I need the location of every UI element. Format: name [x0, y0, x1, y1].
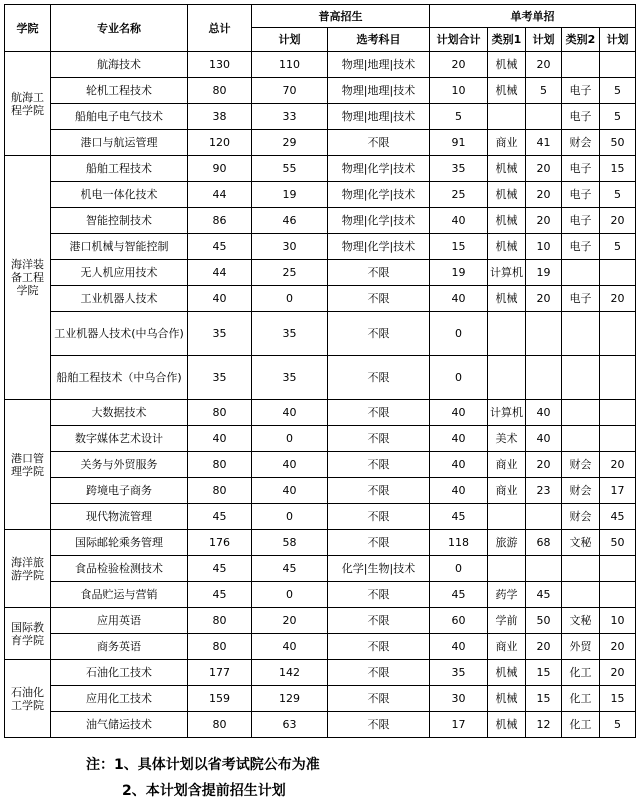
- total-cell: 45: [188, 556, 252, 582]
- cat1-cell: [488, 504, 526, 530]
- total-cell: 80: [188, 452, 252, 478]
- subjects-cell: 物理|化学|技术: [328, 208, 430, 234]
- plan1-cell: 41: [526, 130, 562, 156]
- major-cell: 船舶电子电气技术: [51, 104, 188, 130]
- college-name-line: 工学院: [11, 698, 44, 712]
- cat1-cell: 机械: [488, 234, 526, 260]
- total-cell: 45: [188, 582, 252, 608]
- single-total-cell: 35: [430, 660, 488, 686]
- major-cell: 应用英语: [51, 608, 188, 634]
- single-total-cell: 40: [430, 452, 488, 478]
- plan1-cell: 20: [526, 52, 562, 78]
- college-cell: [5, 52, 51, 156]
- cat2-cell: 电子: [562, 156, 600, 182]
- cat1-cell: 旅游: [488, 530, 526, 556]
- general-plan-cell: 110: [252, 52, 328, 78]
- major-cell: 国际邮轮乘务管理: [51, 530, 188, 556]
- table-row: [5, 400, 636, 426]
- cat2-cell: [562, 400, 600, 426]
- plan2-cell: 20: [600, 208, 636, 234]
- total-cell: 177: [188, 660, 252, 686]
- cat1-cell: [488, 356, 526, 400]
- general-plan-cell: 35: [252, 312, 328, 356]
- college-cell: [5, 400, 51, 530]
- general-plan-cell: 40: [252, 452, 328, 478]
- header-total: 总计: [188, 5, 252, 52]
- plan2-cell: 20: [600, 660, 636, 686]
- plan2-cell: 20: [600, 286, 636, 312]
- total-cell: 40: [188, 286, 252, 312]
- plan2-cell: 20: [600, 634, 636, 660]
- subjects-cell: 不限: [328, 608, 430, 634]
- cat1-cell: 美术: [488, 426, 526, 452]
- general-plan-cell: 40: [252, 634, 328, 660]
- cat1-cell: [488, 104, 526, 130]
- cat2-cell: 外贸: [562, 634, 600, 660]
- total-cell: 40: [188, 426, 252, 452]
- major-cell: 石油化工技术: [51, 660, 188, 686]
- cat2-cell: [562, 356, 600, 400]
- major-cell: 船舶工程技术（中乌合作): [51, 356, 188, 400]
- college-name-line: 海洋旅: [11, 555, 44, 569]
- single-total-cell: 40: [430, 426, 488, 452]
- plan2-cell: [600, 356, 636, 400]
- general-plan-cell: 30: [252, 234, 328, 260]
- subjects-cell: 不限: [328, 286, 430, 312]
- plan1-cell: 40: [526, 426, 562, 452]
- subjects-cell: 不限: [328, 260, 430, 286]
- plan1-cell: 15: [526, 660, 562, 686]
- major-cell: 跨境电子商务: [51, 478, 188, 504]
- cat1-cell: 机械: [488, 156, 526, 182]
- major-cell: 工业机器人技术: [51, 286, 188, 312]
- cat1-cell: 机械: [488, 78, 526, 104]
- cat2-cell: 化工: [562, 712, 600, 738]
- plan1-cell: 45: [526, 582, 562, 608]
- total-cell: 90: [188, 156, 252, 182]
- college-cell: [5, 660, 51, 738]
- plan2-cell: 17: [600, 478, 636, 504]
- general-plan-cell: 55: [252, 156, 328, 182]
- cat2-cell: 财会: [562, 478, 600, 504]
- plan2-cell: 5: [600, 712, 636, 738]
- plan1-cell: 20: [526, 182, 562, 208]
- table-row: [5, 260, 636, 286]
- subjects-cell: 物理|化学|技术: [328, 234, 430, 260]
- plan2-cell: [600, 556, 636, 582]
- table-row: [5, 634, 636, 660]
- header-general-subjects: 选考科目: [328, 28, 430, 52]
- table-row: [5, 52, 636, 78]
- notes: [86, 752, 320, 804]
- plan1-cell: 12: [526, 712, 562, 738]
- major-cell: 航海技术: [51, 52, 188, 78]
- plan1-cell: 40: [526, 400, 562, 426]
- single-total-cell: 40: [430, 634, 488, 660]
- plan2-cell: 5: [600, 182, 636, 208]
- general-plan-cell: 35: [252, 356, 328, 400]
- cat2-cell: 电子: [562, 234, 600, 260]
- major-cell: 现代物流管理: [51, 504, 188, 530]
- college-name-line: 备工程: [11, 271, 44, 284]
- single-total-cell: 19: [430, 260, 488, 286]
- cat2-cell: 文秘: [562, 608, 600, 634]
- single-total-cell: 40: [430, 400, 488, 426]
- cat1-cell: 商业: [488, 478, 526, 504]
- subjects-cell: 物理|地理|技术: [328, 78, 430, 104]
- major-cell: 轮机工程技术: [51, 78, 188, 104]
- general-plan-cell: 46: [252, 208, 328, 234]
- subjects-cell: 不限: [328, 426, 430, 452]
- cat2-cell: 电子: [562, 208, 600, 234]
- total-cell: 80: [188, 400, 252, 426]
- general-plan-cell: 40: [252, 478, 328, 504]
- total-cell: 80: [188, 478, 252, 504]
- subjects-cell: 不限: [328, 686, 430, 712]
- cat1-cell: 计算机: [488, 400, 526, 426]
- plan1-cell: [526, 104, 562, 130]
- college-name-line: 航海工: [11, 90, 44, 104]
- major-cell: 机电一体化技术: [51, 182, 188, 208]
- major-cell: 大数据技术: [51, 400, 188, 426]
- cat2-cell: 财会: [562, 504, 600, 530]
- subjects-cell: 不限: [328, 478, 430, 504]
- major-cell: 食品检验检测技术: [51, 556, 188, 582]
- plan1-cell: 19: [526, 260, 562, 286]
- cat1-cell: [488, 312, 526, 356]
- plan1-cell: [526, 356, 562, 400]
- college-name-line: 游学院: [11, 568, 44, 582]
- single-total-cell: 60: [430, 608, 488, 634]
- cat2-cell: 化工: [562, 660, 600, 686]
- cat1-cell: 机械: [488, 686, 526, 712]
- table-row: [5, 234, 636, 260]
- subjects-cell: 不限: [328, 712, 430, 738]
- total-cell: 130: [188, 52, 252, 78]
- major-cell: 数字媒体艺术设计: [51, 426, 188, 452]
- total-cell: 35: [188, 356, 252, 400]
- general-plan-cell: 142: [252, 660, 328, 686]
- cat1-cell: 机械: [488, 182, 526, 208]
- college-name-line: 学院: [16, 284, 39, 297]
- total-cell: 86: [188, 208, 252, 234]
- plan1-cell: 50: [526, 608, 562, 634]
- single-total-cell: 17: [430, 712, 488, 738]
- header-general-plan: 计划: [252, 28, 328, 52]
- cat1-cell: 商业: [488, 634, 526, 660]
- plan1-cell: 20: [526, 286, 562, 312]
- major-cell: 无人机应用技术: [51, 260, 188, 286]
- cat1-cell: 机械: [488, 52, 526, 78]
- header-plan2: 计划: [600, 28, 636, 52]
- general-plan-cell: 25: [252, 260, 328, 286]
- plan2-cell: 50: [600, 530, 636, 556]
- plan2-cell: 15: [600, 156, 636, 182]
- general-plan-cell: 33: [252, 104, 328, 130]
- cat2-cell: [562, 260, 600, 286]
- single-total-cell: 0: [430, 356, 488, 400]
- cat2-cell: [562, 52, 600, 78]
- total-cell: 45: [188, 234, 252, 260]
- plan1-cell: 5: [526, 78, 562, 104]
- plan2-cell: 20: [600, 452, 636, 478]
- cat2-cell: 电子: [562, 104, 600, 130]
- total-cell: 80: [188, 712, 252, 738]
- cat2-cell: [562, 556, 600, 582]
- single-total-cell: 20: [430, 52, 488, 78]
- single-total-cell: 15: [430, 234, 488, 260]
- note-line-2: 2、本计划含提前招生计划: [122, 783, 286, 799]
- total-cell: 44: [188, 260, 252, 286]
- total-cell: 80: [188, 608, 252, 634]
- single-total-cell: 45: [430, 504, 488, 530]
- plan2-cell: [600, 400, 636, 426]
- header-single-group: 单考单招: [430, 5, 636, 28]
- plan1-cell: 20: [526, 156, 562, 182]
- table-row: [5, 312, 636, 356]
- major-cell: 工业机器人技术(中乌合作): [51, 312, 188, 356]
- major-cell: 关务与外贸服务: [51, 452, 188, 478]
- major-cell: 油气储运技术: [51, 712, 188, 738]
- note-line-1: 注：1、具体计划以省考试院公布为准: [86, 757, 320, 773]
- college-cell: [5, 530, 51, 608]
- college-name-line: 港口管: [11, 451, 44, 465]
- general-plan-cell: 0: [252, 286, 328, 312]
- plan1-cell: 15: [526, 686, 562, 712]
- single-total-cell: 118: [430, 530, 488, 556]
- subjects-cell: 不限: [328, 504, 430, 530]
- subjects-cell: 不限: [328, 660, 430, 686]
- plan1-cell: [526, 556, 562, 582]
- table-row: [5, 356, 636, 400]
- header-college: 学院: [5, 5, 51, 52]
- table-row: [5, 582, 636, 608]
- subjects-cell: 化学|生物|技术: [328, 556, 430, 582]
- single-total-cell: 0: [430, 312, 488, 356]
- cat2-cell: 电子: [562, 78, 600, 104]
- header-general-group: 普高招生: [252, 5, 430, 28]
- total-cell: 44: [188, 182, 252, 208]
- cat1-cell: 机械: [488, 286, 526, 312]
- table-row: [5, 660, 636, 686]
- subjects-cell: 物理|化学|技术: [328, 156, 430, 182]
- general-plan-cell: 58: [252, 530, 328, 556]
- cat2-cell: 电子: [562, 286, 600, 312]
- general-plan-cell: 40: [252, 400, 328, 426]
- plan2-cell: 10: [600, 608, 636, 634]
- table-row: [5, 182, 636, 208]
- college-name-line: 国际教: [11, 620, 44, 634]
- cat1-cell: 药学: [488, 582, 526, 608]
- header-major: 专业名称: [51, 5, 188, 52]
- plan1-cell: 20: [526, 634, 562, 660]
- subjects-cell: 不限: [328, 530, 430, 556]
- general-plan-cell: 129: [252, 686, 328, 712]
- college-name-line: 育学院: [11, 633, 44, 647]
- plan1-cell: 68: [526, 530, 562, 556]
- plan2-cell: [600, 52, 636, 78]
- major-cell: 食品贮运与营销: [51, 582, 188, 608]
- subjects-cell: 不限: [328, 356, 430, 400]
- general-plan-cell: 45: [252, 556, 328, 582]
- subjects-cell: 不限: [328, 452, 430, 478]
- plan1-cell: 20: [526, 452, 562, 478]
- general-plan-cell: 0: [252, 426, 328, 452]
- total-cell: 45: [188, 504, 252, 530]
- major-cell: 应用化工技术: [51, 686, 188, 712]
- table-row: [5, 504, 636, 530]
- major-cell: 港口与航运管理: [51, 130, 188, 156]
- general-plan-cell: 19: [252, 182, 328, 208]
- college-name-line: 程学院: [11, 103, 44, 117]
- plan2-cell: 15: [600, 686, 636, 712]
- total-cell: 35: [188, 312, 252, 356]
- table-row: [5, 712, 636, 738]
- subjects-cell: 不限: [328, 582, 430, 608]
- single-total-cell: 40: [430, 478, 488, 504]
- cat1-cell: 机械: [488, 660, 526, 686]
- header-cat1: 类别1: [488, 28, 526, 52]
- major-cell: 船舶工程技术: [51, 156, 188, 182]
- table-row: [5, 208, 636, 234]
- general-plan-cell: 70: [252, 78, 328, 104]
- college-name-line: 石油化: [11, 685, 44, 699]
- total-cell: 38: [188, 104, 252, 130]
- single-total-cell: 0: [430, 556, 488, 582]
- single-total-cell: 45: [430, 582, 488, 608]
- plan1-cell: 10: [526, 234, 562, 260]
- header-plan1: 计划: [526, 28, 562, 52]
- plan1-cell: 23: [526, 478, 562, 504]
- subjects-cell: 不限: [328, 312, 430, 356]
- cat1-cell: [488, 556, 526, 582]
- total-cell: 80: [188, 634, 252, 660]
- single-total-cell: 35: [430, 156, 488, 182]
- college-name-line: 海洋装: [11, 258, 44, 271]
- table-row: [5, 556, 636, 582]
- plan2-cell: [600, 312, 636, 356]
- plan2-cell: 5: [600, 78, 636, 104]
- table-row: [5, 426, 636, 452]
- table-body: [5, 52, 636, 738]
- table-row: [5, 286, 636, 312]
- subjects-cell: 不限: [328, 400, 430, 426]
- table-row: [5, 608, 636, 634]
- cat2-cell: [562, 426, 600, 452]
- cat2-cell: 电子: [562, 182, 600, 208]
- cat1-cell: 机械: [488, 208, 526, 234]
- plan2-cell: 5: [600, 234, 636, 260]
- subjects-cell: 物理|地理|技术: [328, 104, 430, 130]
- general-plan-cell: 0: [252, 582, 328, 608]
- major-cell: 港口机械与智能控制: [51, 234, 188, 260]
- cat1-cell: 计算机: [488, 260, 526, 286]
- total-cell: 176: [188, 530, 252, 556]
- plan2-cell: 50: [600, 130, 636, 156]
- subjects-cell: 不限: [328, 130, 430, 156]
- single-total-cell: 25: [430, 182, 488, 208]
- general-plan-cell: 29: [252, 130, 328, 156]
- single-total-cell: 10: [430, 78, 488, 104]
- total-cell: 80: [188, 78, 252, 104]
- college-cell: [5, 156, 51, 400]
- subjects-cell: 不限: [328, 634, 430, 660]
- single-total-cell: 40: [430, 208, 488, 234]
- total-cell: 159: [188, 686, 252, 712]
- total-cell: 120: [188, 130, 252, 156]
- table-row: [5, 156, 636, 182]
- general-plan-cell: 0: [252, 504, 328, 530]
- general-plan-cell: 20: [252, 608, 328, 634]
- cat1-cell: 机械: [488, 712, 526, 738]
- cat1-cell: 学前: [488, 608, 526, 634]
- header-single-total: 计划合计: [430, 28, 488, 52]
- college-name-line: 理学院: [11, 464, 44, 478]
- cat2-cell: [562, 312, 600, 356]
- single-total-cell: 30: [430, 686, 488, 712]
- cat2-cell: 财会: [562, 130, 600, 156]
- cat2-cell: [562, 582, 600, 608]
- cat2-cell: 财会: [562, 452, 600, 478]
- general-plan-cell: 63: [252, 712, 328, 738]
- table-row: [5, 452, 636, 478]
- plan1-cell: 20: [526, 208, 562, 234]
- plan2-cell: 5: [600, 104, 636, 130]
- table-row: [5, 78, 636, 104]
- header-cat2: 类别2: [562, 28, 600, 52]
- single-total-cell: 91: [430, 130, 488, 156]
- subjects-cell: 物理|地理|技术: [328, 52, 430, 78]
- plan2-cell: [600, 260, 636, 286]
- subjects-cell: 物理|化学|技术: [328, 182, 430, 208]
- cat2-cell: 文秘: [562, 530, 600, 556]
- cat1-cell: 商业: [488, 130, 526, 156]
- single-total-cell: 40: [430, 286, 488, 312]
- major-cell: 商务英语: [51, 634, 188, 660]
- plan2-cell: [600, 426, 636, 452]
- table-row: [5, 130, 636, 156]
- plan2-cell: [600, 582, 636, 608]
- cat2-cell: 化工: [562, 686, 600, 712]
- plan1-cell: [526, 312, 562, 356]
- table-row: [5, 104, 636, 130]
- enrollment-plan-table: [4, 4, 636, 738]
- single-total-cell: 5: [430, 104, 488, 130]
- college-cell: [5, 608, 51, 660]
- major-cell: 智能控制技术: [51, 208, 188, 234]
- plan2-cell: 45: [600, 504, 636, 530]
- table-row: [5, 478, 636, 504]
- cat1-cell: 商业: [488, 452, 526, 478]
- plan1-cell: [526, 504, 562, 530]
- table-row: [5, 530, 636, 556]
- table-row: [5, 686, 636, 712]
